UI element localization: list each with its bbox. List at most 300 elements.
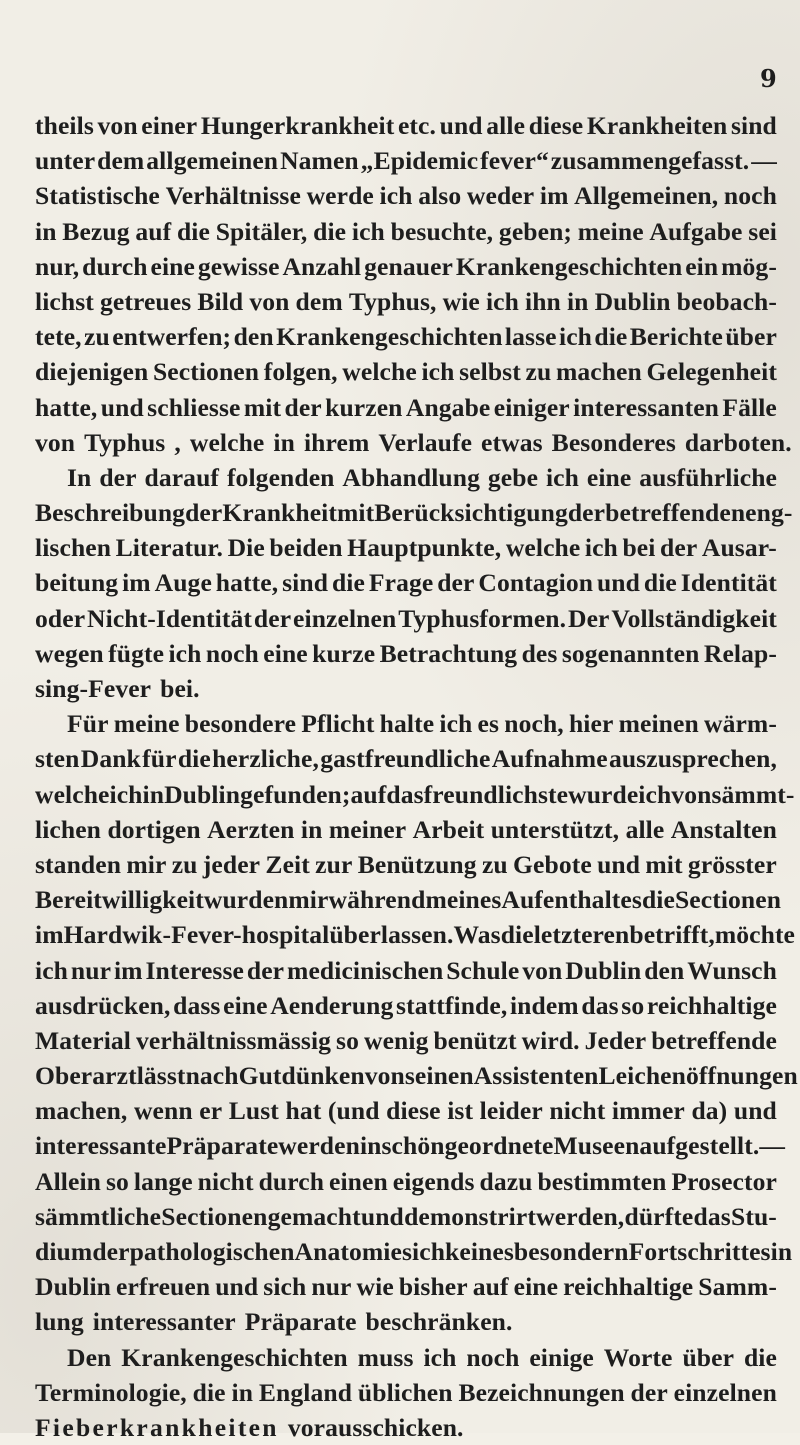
word: Pflicht [301, 709, 375, 739]
word: welche [189, 427, 265, 457]
word: wenn [133, 1096, 193, 1126]
text-line [35, 601, 777, 636]
text-line [35, 319, 777, 354]
word: die [594, 322, 628, 352]
word: Dublin [594, 286, 671, 316]
word: hatte, [35, 392, 98, 422]
word: Museen [553, 1131, 640, 1161]
word: hier [568, 709, 614, 739]
word: ich [423, 1342, 457, 1372]
text-line [35, 108, 777, 143]
text-line [35, 1375, 777, 1410]
word: Bezug [62, 216, 130, 246]
word: von [364, 1061, 405, 1091]
word: seinen [404, 1061, 474, 1091]
word: die [500, 920, 534, 950]
word: noch [205, 638, 259, 668]
word: ich [485, 286, 519, 316]
word: , [174, 427, 181, 457]
word: mög- [721, 251, 777, 281]
word: leider [479, 1096, 543, 1126]
word: in [770, 1237, 793, 1266]
word: einige [529, 1342, 594, 1372]
word: machen [555, 357, 642, 387]
word: durch [82, 251, 148, 281]
word: interessanten [573, 392, 719, 422]
word: die [177, 744, 211, 774]
word: überlassen. [329, 920, 454, 950]
word: beobach- [676, 286, 777, 316]
word: interessante [35, 1131, 167, 1161]
word: Relap- [703, 638, 777, 668]
word: im [539, 181, 569, 211]
word: Oberarzt [35, 1061, 137, 1091]
word: Sectionen [152, 357, 260, 387]
word: freundlichste [423, 779, 569, 809]
text-line [35, 178, 777, 213]
word: Hardwik-Fever-hospital [63, 920, 330, 950]
word: zu [171, 849, 198, 879]
word: Arbeit [412, 814, 485, 844]
word: herzliche, [212, 744, 319, 774]
word: Bereitwilligkeit [35, 885, 204, 915]
text-line [35, 988, 777, 1023]
text-line [35, 1128, 786, 1163]
word: das [693, 1201, 731, 1231]
word: nur, [35, 251, 80, 281]
word: getreues [99, 286, 192, 316]
word: ich [439, 709, 473, 739]
word: Für [67, 709, 109, 739]
word: Schule [446, 955, 520, 985]
word: gemacht [267, 1201, 361, 1231]
word: auf [472, 1272, 509, 1302]
word: es [477, 709, 500, 739]
word: so [621, 990, 645, 1020]
word: mir [288, 885, 329, 915]
word: Hungerkrankheit [200, 111, 395, 140]
word: meinen [618, 709, 699, 739]
word: zu [481, 849, 508, 879]
word: keines [445, 1237, 514, 1266]
word: bestimmten [537, 1166, 667, 1196]
word: den [644, 955, 685, 985]
word: bei [622, 533, 656, 563]
text-line [35, 460, 777, 495]
word: beitung [35, 568, 119, 598]
word: Bild [197, 286, 244, 316]
word: Gutdünken [238, 1061, 365, 1091]
word: Aufenthaltes [501, 885, 642, 915]
word: das [581, 990, 619, 1020]
text-line [35, 1269, 777, 1304]
word: jeder [202, 849, 261, 879]
word: wie [356, 1272, 394, 1302]
word: so [336, 1025, 360, 1055]
word: nur [70, 955, 112, 985]
word: und [439, 111, 483, 140]
word: Abhandlung [342, 462, 480, 492]
word: welche [342, 357, 417, 387]
word: nach [185, 1061, 239, 1091]
text-line [35, 354, 777, 389]
word: meine [113, 709, 180, 739]
word: verhältnissmässig [135, 1025, 332, 1055]
text-line [35, 671, 777, 706]
word: Krankheiten [586, 111, 728, 140]
word: aufgestellt. [639, 1131, 760, 1161]
word: das [386, 779, 424, 809]
word: dium [35, 1237, 93, 1266]
word: oder [35, 603, 86, 633]
word: alle [625, 814, 665, 844]
body-text [35, 108, 798, 1445]
word: Namen [280, 146, 359, 176]
word: ihn [525, 286, 561, 316]
text-line [35, 882, 782, 917]
word: ich [168, 638, 202, 668]
text-line [35, 249, 777, 284]
word: wurden [203, 885, 289, 915]
word: Dublin [35, 1272, 112, 1302]
word: ausdrücken, [35, 990, 171, 1020]
word: die [331, 568, 365, 598]
word: machen, [35, 1096, 128, 1126]
word: fever“ [480, 146, 549, 176]
word: dazu [479, 1166, 533, 1196]
word: die [176, 216, 210, 246]
word: mit [645, 849, 683, 879]
text-line [35, 777, 795, 812]
word: betreffende [651, 1025, 777, 1055]
word: also [418, 181, 462, 211]
word: immer [611, 1096, 685, 1126]
word: nicht [197, 1166, 254, 1196]
word: ist [447, 1096, 474, 1126]
word: genauer [364, 251, 453, 281]
word: Dank [80, 744, 141, 774]
word: und [597, 849, 641, 879]
text-line [35, 917, 796, 952]
word: von [35, 427, 76, 457]
word: reichhaltige [646, 990, 777, 1020]
word: ich [545, 462, 579, 492]
word: diejenigen [35, 357, 149, 387]
word: selbst [459, 357, 521, 387]
word: folgenden [226, 462, 335, 492]
word: Gelegenheit [646, 357, 777, 387]
word: erfreuen [116, 1272, 211, 1302]
word: Gebote [513, 849, 592, 879]
word: ich [379, 181, 413, 211]
word: betrifft, [629, 920, 715, 950]
word: etwas [481, 427, 543, 457]
word: Jeder [584, 1025, 647, 1055]
word: wärm- [703, 709, 777, 739]
word: ich [558, 322, 592, 352]
word: hat [285, 1096, 322, 1126]
text-line [35, 847, 777, 882]
word: weder [466, 181, 535, 211]
word: lichst [35, 286, 94, 316]
word: Dublin [164, 779, 241, 809]
word: Betrachtung [379, 638, 518, 668]
word: etc. [397, 111, 437, 140]
word: wurde [568, 779, 639, 809]
word: noch [723, 181, 777, 211]
word: stattfinde, [396, 990, 508, 1020]
word: reichhaltige [563, 1272, 694, 1302]
text-line [35, 143, 777, 178]
word: Worte [603, 1342, 673, 1372]
word: gewisse [197, 251, 280, 281]
word: und [100, 392, 144, 422]
word: eine [150, 251, 195, 281]
word: der [437, 568, 475, 598]
word: welche [505, 533, 581, 563]
word: ich [35, 955, 69, 985]
word: Typhus, [348, 286, 437, 316]
word: Vollständigkeit [611, 603, 777, 633]
word: Identität [680, 568, 777, 598]
text-line [35, 214, 777, 249]
word: folgen, [263, 357, 338, 387]
word: unterstützt, [490, 814, 620, 844]
word: und [733, 1096, 777, 1126]
text-line [35, 425, 792, 460]
word: Statistische [35, 181, 160, 211]
word: meine [577, 216, 644, 246]
word: Samm- [698, 1272, 777, 1302]
word: über [682, 1342, 735, 1372]
word: lässt [136, 1061, 186, 1091]
word: Typhus [84, 427, 166, 457]
word: und [215, 1272, 259, 1302]
text-line [35, 1093, 777, 1128]
word: im [122, 568, 151, 598]
word: der [92, 1237, 130, 1266]
word: interessanter [92, 1307, 236, 1337]
word: Assistenten [473, 1061, 599, 1091]
word: darboten. [684, 427, 792, 457]
word: allgemeinen [146, 146, 279, 176]
word: während [328, 885, 426, 915]
word: in [231, 1377, 254, 1407]
text-line [35, 495, 793, 530]
word: für [142, 744, 177, 774]
word: Interesse [145, 955, 244, 985]
word: besuchte, [390, 216, 494, 246]
word: Fieberkrankheiten [35, 1412, 279, 1442]
word: durch [258, 1166, 325, 1196]
word: bei. [160, 674, 200, 703]
word: Angabe [405, 392, 491, 422]
word: in [566, 286, 589, 316]
text-line [35, 636, 777, 671]
word: Ausar- [701, 533, 777, 563]
word: gastfreundliche [320, 744, 491, 774]
word: Dublin [565, 955, 642, 985]
word: Aufgabe [649, 216, 743, 246]
word: sind [730, 111, 777, 140]
word: fügte [108, 638, 165, 668]
word: Krankheit [222, 498, 337, 528]
word: ich [638, 779, 672, 809]
word: so [105, 1166, 129, 1196]
word: die [192, 1377, 226, 1407]
text-line [35, 1304, 777, 1339]
word: einiger [493, 392, 570, 422]
word: beiden [269, 533, 343, 563]
word: ich [421, 357, 455, 387]
text-line [35, 530, 777, 565]
text-line [35, 706, 777, 741]
word: Allgemeinen, [574, 181, 719, 211]
word: meines [425, 885, 502, 915]
word: Besonderes [551, 427, 676, 457]
word: Anstalten [670, 814, 777, 844]
word: von [249, 286, 290, 316]
word: Berichte [629, 322, 723, 352]
word: Stu- [731, 1201, 777, 1231]
word: der [660, 533, 698, 563]
word: betreffenden [605, 498, 746, 528]
word: der [99, 462, 137, 492]
word: noch, [504, 709, 564, 739]
word: dass [173, 990, 221, 1020]
page-number: 9 [760, 64, 777, 93]
word: — [751, 146, 777, 176]
word: werden [278, 1131, 360, 1161]
text-line [35, 1164, 777, 1199]
word: halte [379, 709, 435, 739]
word: pathologischen [129, 1237, 295, 1266]
text-line [35, 565, 777, 600]
word: schön [381, 1131, 445, 1161]
word: Allein [35, 1166, 102, 1196]
word: sing-Fever [35, 674, 152, 703]
word: Krankengeschichten [455, 251, 683, 281]
word: er [199, 1096, 223, 1126]
word: Der [567, 603, 610, 633]
word: besondere [184, 709, 297, 739]
word: lung [35, 1307, 84, 1337]
word: der [253, 603, 292, 633]
word: da) [691, 1096, 728, 1126]
word: einer [141, 111, 198, 140]
word: gefunden; [240, 779, 351, 809]
word: eine [586, 462, 632, 492]
word: diese [386, 1096, 441, 1126]
word: kurze [312, 638, 376, 668]
word: des [521, 638, 558, 668]
word: benützt [433, 1025, 517, 1055]
word: lange [133, 1166, 193, 1196]
word: einzelnen [673, 1377, 777, 1407]
word: alle [486, 111, 526, 140]
word: ihrem [303, 427, 370, 457]
word: ich [351, 216, 385, 246]
word: werden, [536, 1201, 625, 1231]
word: sich [263, 1272, 307, 1302]
text-line [35, 1199, 777, 1234]
word: Sectionen [161, 1201, 268, 1231]
word: medicinischen [287, 955, 444, 985]
word: tete, [35, 322, 82, 352]
word: geordnete [444, 1131, 554, 1161]
word: und [596, 568, 640, 598]
word: dem [295, 286, 343, 316]
word: Material [35, 1025, 132, 1055]
text-line [35, 1023, 777, 1058]
word: auszusprechen, [608, 744, 777, 774]
word: mit [243, 392, 282, 422]
word: dürfte [624, 1201, 694, 1231]
word: Typhusformen. [398, 603, 567, 633]
word: in [273, 427, 295, 457]
text-line [35, 741, 777, 776]
word: in [300, 814, 323, 844]
word: darauf [144, 462, 220, 492]
word: der [567, 498, 606, 528]
word: wird. [521, 1025, 580, 1055]
word: Sectionen [674, 885, 782, 915]
word: hatte, [215, 568, 279, 598]
word: Krankengeschichten [276, 322, 503, 352]
word: In [67, 462, 92, 492]
word: üblichen [357, 1377, 453, 1407]
word: Contagion [478, 568, 594, 598]
word: und [360, 1201, 404, 1231]
word: die [643, 568, 677, 598]
word: zusammengefasst. [550, 146, 750, 176]
word: besondern [513, 1237, 629, 1266]
word: „Epidemic [360, 146, 479, 176]
word: ausführliche [639, 462, 777, 492]
word: zur [315, 849, 353, 879]
word: gebe [487, 462, 539, 492]
word: Spitäler, [215, 216, 308, 246]
text-line [35, 812, 777, 847]
word: Verlaufe [378, 427, 473, 457]
word: Den [67, 1342, 112, 1372]
text-line [35, 284, 777, 319]
word: demonstrirt [404, 1201, 536, 1231]
word: der [284, 392, 322, 422]
word: meiner [328, 814, 407, 844]
word: unter [35, 146, 96, 176]
text-line [35, 1340, 777, 1375]
word: sind [282, 568, 329, 598]
word: Zeit [265, 849, 310, 879]
word: Krankengeschichten [121, 1342, 348, 1372]
word: Fortschrittes [628, 1237, 771, 1266]
word: Hauptpunkte, [347, 533, 502, 563]
word: Verhältnisse [165, 181, 301, 211]
word: nur [311, 1272, 352, 1302]
word: Präparate [166, 1131, 279, 1161]
word: dem [97, 146, 145, 176]
word: wegen [35, 638, 104, 668]
word: Bezeichnungen [458, 1377, 625, 1407]
word: eng- [745, 498, 793, 528]
word: wie [442, 286, 480, 316]
word: England [258, 1377, 353, 1407]
word: sei [748, 216, 777, 246]
word: der [246, 955, 285, 985]
word: dortigen [107, 814, 201, 844]
word: bisher [398, 1272, 468, 1302]
